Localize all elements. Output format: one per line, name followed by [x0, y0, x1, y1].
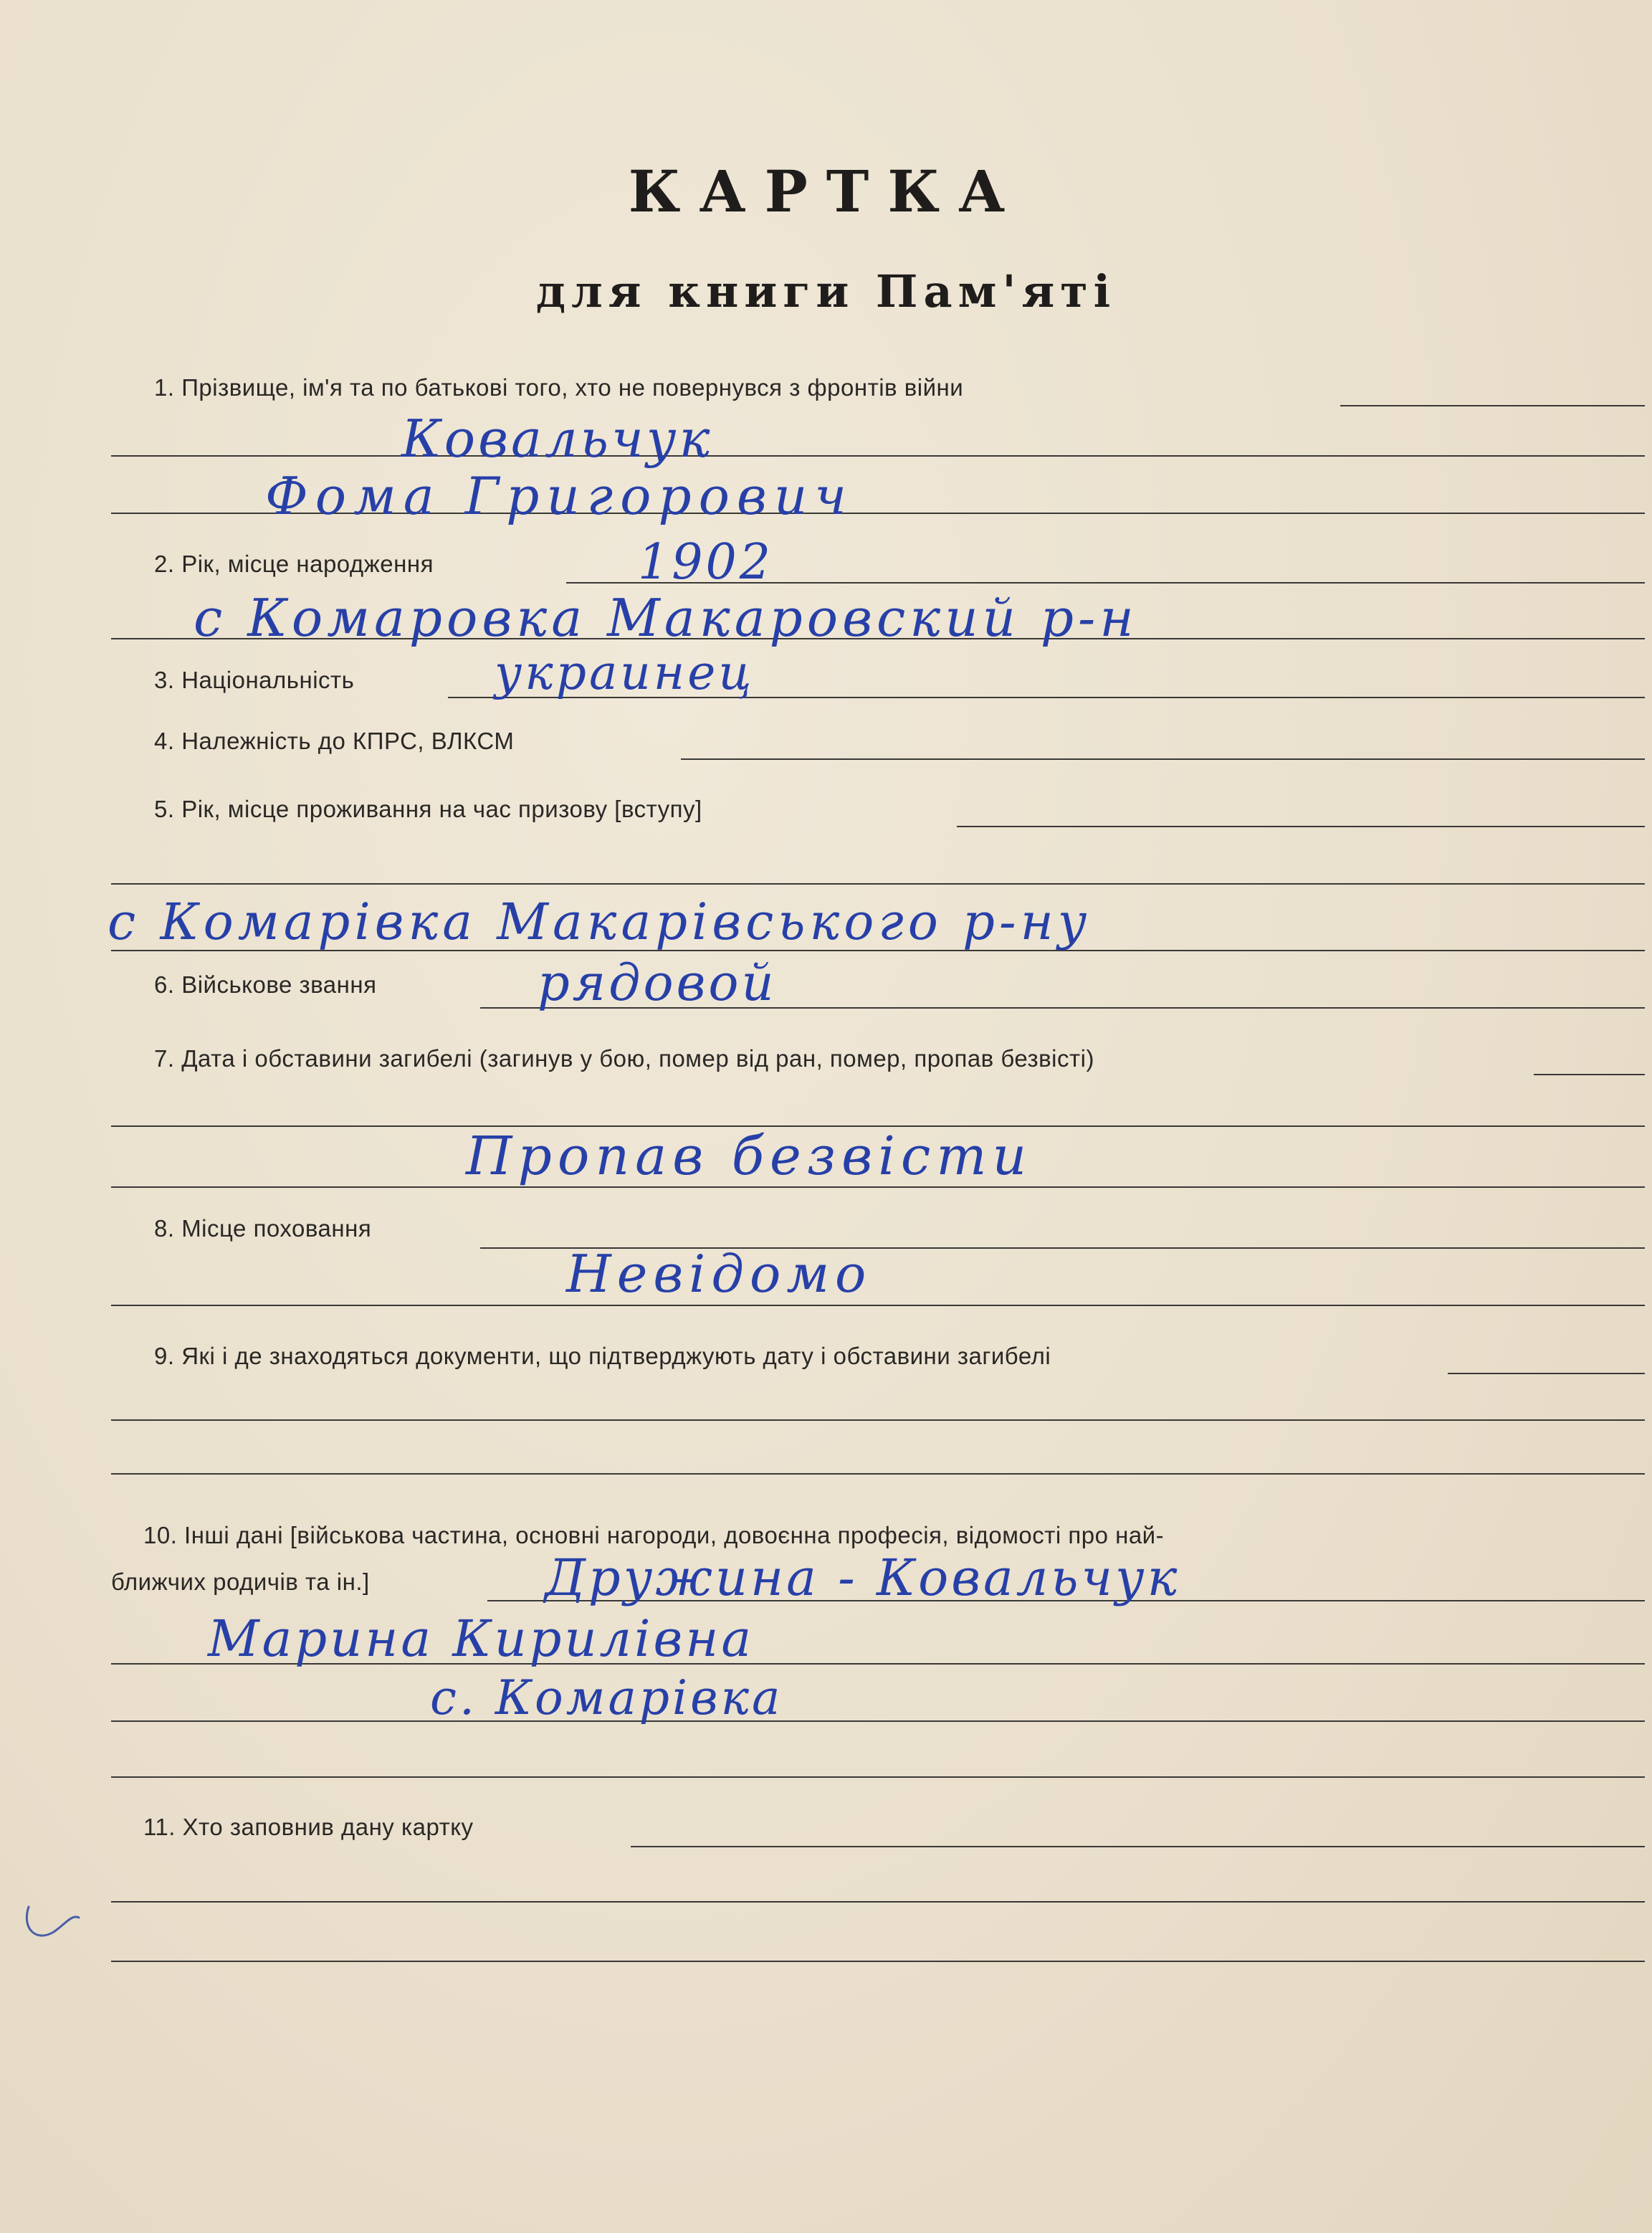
field-1-line-a: [1340, 405, 1645, 406]
handwritten-death-circumstances: Пропав безвісти: [466, 1125, 1033, 1187]
field-3-label: 3. Національність: [154, 667, 355, 693]
field-9-line-a: [1448, 1373, 1645, 1374]
field-6-label: 6. Військове звання: [154, 971, 377, 998]
field-9-line-b: [111, 1419, 1645, 1421]
handwritten-nationality: украинец: [495, 645, 755, 700]
handwritten-relatives-line-1: Дружина - Ковальчук: [545, 1548, 1180, 1607]
field-10-line-d: [111, 1776, 1645, 1778]
field-10-line-c: [111, 1720, 1645, 1722]
card-subtitle: для книги Пам'яті: [535, 265, 1117, 318]
field-5-line-a: [957, 826, 1645, 827]
handwritten-rank: рядовой: [538, 953, 777, 1012]
field-11-label: 11. Хто заповнив дану картку: [143, 1814, 474, 1840]
handwritten-burial-place: Невідомо: [566, 1244, 872, 1304]
pencil-mark-icon: [14, 1892, 86, 1950]
field-4-line: [681, 758, 1645, 760]
handwritten-surname: Ковальчук: [401, 409, 713, 469]
field-4-label: 4. Належність до КПРС, ВЛКСМ: [154, 728, 515, 754]
field-11-line-c: [111, 1961, 1645, 1962]
field-2-label: 2. Рік, місце народження: [154, 551, 434, 577]
field-10-label-a: 10. Інші дані [військова частина, основні нагороди, довоєнна професія, відомості про най-: [143, 1522, 1165, 1548]
field-11-line-a: [631, 1846, 1645, 1847]
field-9-line-c: [111, 1473, 1645, 1475]
field-8-label: 8. Місце поховання: [154, 1215, 372, 1242]
field-1-line-b: [111, 455, 1645, 457]
field-5-label: 5. Рік, місце проживання на час призову [вступу]: [154, 796, 702, 822]
field-9-label: 9. Які і де знаходяться документи, що підтверджують дату і обставини загибелі: [154, 1343, 1051, 1369]
handwritten-residence: с Комарівка Макарівського р-ну: [108, 892, 1092, 951]
handwritten-birth-year: 1902: [638, 534, 774, 591]
field-10-label-b: ближчих родичів та ін.]: [111, 1568, 370, 1595]
field-11-line-b: [111, 1901, 1645, 1903]
handwritten-relatives-line-2: Марина Кирилівна: [208, 1609, 755, 1668]
field-7-line-a: [1534, 1074, 1645, 1075]
field-1-label: 1. Прізвище, ім'я та по батькові того, хто не повернувся з фронтів війни: [154, 374, 964, 401]
handwritten-birth-place: с Комаровка Макаровский р-н: [194, 588, 1138, 648]
field-5-line-b: [111, 883, 1645, 885]
handwritten-relatives-line-3: с. Комарівка: [430, 1670, 783, 1725]
card-title: КАРТКА: [628, 158, 1024, 225]
field-8-line-b: [111, 1305, 1645, 1306]
field-7-label: 7. Дата і обставини загибелі (загинув у бою, помер від ран, помер, пропав безвісті): [154, 1045, 1094, 1072]
handwritten-name: Фома Григорович: [265, 466, 854, 526]
